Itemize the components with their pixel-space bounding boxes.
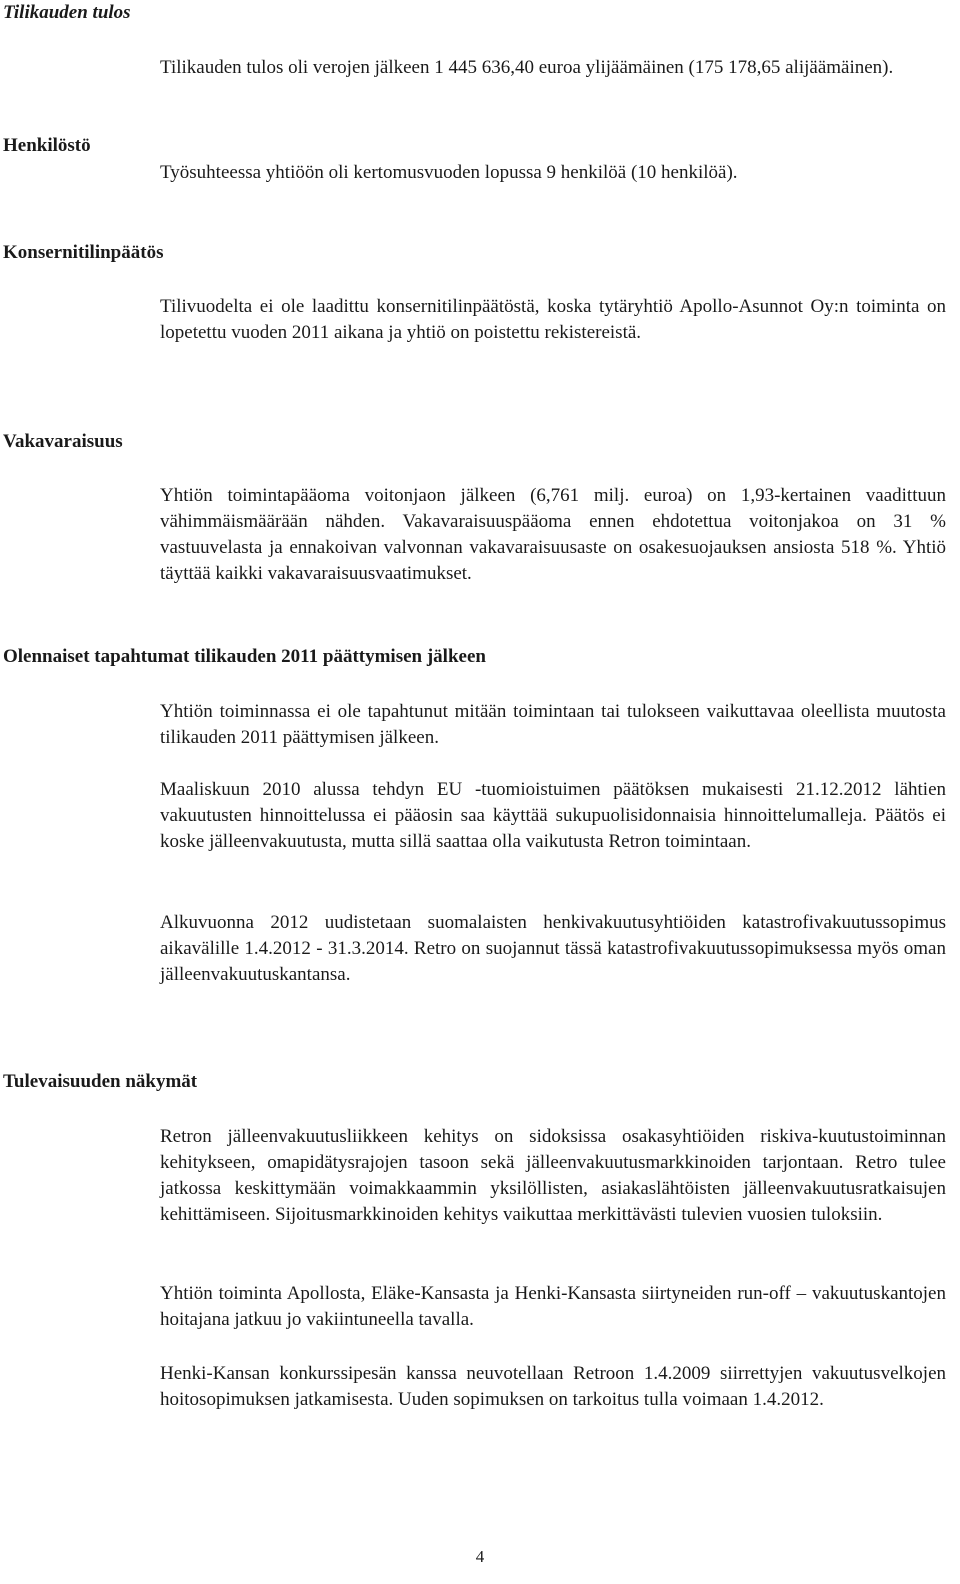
paragraph-tulevaisuuden-3: Henki-Kansan konkurssipesän kanssa neuvotellaan Retroon 1.4.2009 siirrettyjen vakuutusvelkojen hoitosopimuksen jatkamisesta. Uuden sopimuksen on tarkoitus tulla voimaan 1.4.2012. bbox=[160, 1363, 946, 1410]
heading-tulevaisuuden-nakymat: Tulevaisuuden näkymät bbox=[3, 1071, 198, 1092]
page-number: 4 bbox=[475, 1547, 485, 1566]
heading-konsernitilinpaatos: Konsernitilinpäätös bbox=[3, 242, 164, 263]
heading-vakavaraisuus: Vakavaraisuus bbox=[3, 431, 123, 452]
heading-olennaiset-tapahtumat: Olennaiset tapahtumat tilikauden 2011 päättymisen jälkeen bbox=[3, 646, 486, 667]
paragraph-tulevaisuuden-1: Retron jälleenvakuutusliikkeen kehitys on sidoksissa osakasyhtiöiden riskiva-kuutustoiminnan kehitykseen, omapidätysrajojen tasoon sekä jälleenvakuutusmarkkinoiden tarjontaan. Retro tulee jatkossa keskittymään voimakkaammin yksilöllisten, asiakaslähtöisten jälleenvakuutusratkaisujen kehittämiseen. Sijoitusmarkkinoiden kehitys vaikuttaa merkittävästi tulevien vuosien tuloksiin. bbox=[160, 1126, 946, 1225]
paragraph-olennaiset-3: Alkuvuonna 2012 uudistetaan suomalaisten henkivakuutusyhtiöiden katastrofivakuutussopimus aikavälille 1.4.2012 - 31.3.2014. Retro on suojannut tässä katastrofivakuutussopimuksessa myös oman jälleenvakuutuskantansa. bbox=[160, 912, 946, 985]
paragraph-tilikauden-tulos: Tilikauden tulos oli verojen jälkeen 1 445 636,40 euroa ylijäämäinen (175 178,65 alijäämäinen). bbox=[160, 57, 894, 78]
paragraph-vakavaraisuus: Yhtiön toimintapääoma voitonjaon jälkeen (6,761 milj. euroa) on 1,93-kertainen vaadittuun vähimmäismäärään nähden. Vakavaraisuuspääoma ennen ehdotettua voitonjakoa on 31 % vastuuvelasta ja ennakoivan valvonnan vakavaraisuusaste on osakesuojauksen ansiosta 518 %. Yhtiö täyttää kaikki vakavaraisuusvaatimukset. bbox=[160, 485, 946, 584]
paragraph-olennaiset-2: Maaliskuun 2010 alussa tehdyn EU -tuomioistuimen päätöksen mukaisesti 21.12.2012 lähtien vakuutusten hinnoittelussa ei pääosin saa käyttää sukupuolisidonnaisia hinnoittelumalleja. Päätös ei koske jälleenvakuutusta, mutta sillä saattaa olla vaikutusta Retron toimintaan. bbox=[160, 779, 946, 852]
paragraph-olennaiset-1: Yhtiön toiminnassa ei ole tapahtunut mitään toimintaan tai tulokseen vaikuttavaa oleellista muutosta tilikauden 2011 päättymisen jälkeen. bbox=[160, 701, 946, 748]
paragraph-henkilosto: Työsuhteessa yhtiöön oli kertomusvuoden lopussa 9 henkilöä (10 henkilöä). bbox=[160, 162, 738, 183]
heading-henkilosto: Henkilöstö bbox=[3, 135, 91, 156]
heading-tilikauden-tulos: Tilikauden tulos bbox=[3, 2, 131, 23]
paragraph-konsernitilinpaatos: Tilivuodelta ei ole laadittu konsernitilinpäätöstä, koska tytäryhtiö Apollo-Asunnot Oy:n toiminta on lopetettu vuoden 2011 aikana ja yhtiö on poistettu rekistereistä. bbox=[160, 296, 946, 343]
paragraph-tulevaisuuden-2: Yhtiön toiminta Apollosta, Eläke-Kansasta ja Henki-Kansasta siirtyneiden run-off – vakuutuskantojen hoitajana jatkuu jo vakiintuneella tavalla. bbox=[160, 1283, 946, 1330]
